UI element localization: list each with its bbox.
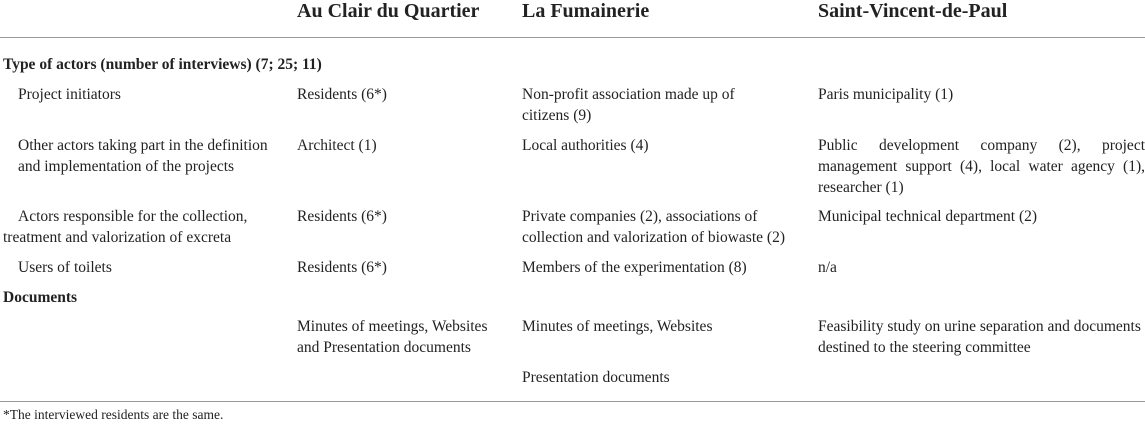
cell-saint-vincent: Paris municipality (1) <box>818 86 954 103</box>
cell-fumainerie: Minutes of meetings, Websites <box>522 318 713 335</box>
row-label: Project initiators <box>18 86 121 103</box>
cell-saint-vincent: n/a <box>818 259 837 276</box>
footer-divider <box>0 401 1145 402</box>
cell-fumainerie: Non-profit association made up of citizens (9) <box>522 86 735 124</box>
footnote: *The interviewed residents are the same. <box>3 407 224 422</box>
section-heading-actors: Type of actors (number of interviews) (7; 25; 11) <box>3 56 322 73</box>
cell-saint-vincent: Municipal technical department (2) <box>818 208 1038 225</box>
cell-saint-vincent: Feasibility study on urine separation and documents destined to the steering committee <box>818 318 1141 356</box>
cell-fumainerie: Private companies (2), associations of collection and valorization of biowaste (2) <box>522 208 785 246</box>
column-header-au-clair: Au Clair du Quartier <box>297 0 480 22</box>
cell-au-clair: Residents (6*) <box>297 259 387 276</box>
column-header-fumainerie: La Fumainerie <box>522 0 650 22</box>
row-label: Users of toilets <box>18 259 112 276</box>
header-divider <box>0 37 1145 38</box>
cell-au-clair: Minutes of meetings, Websites and Presentation documents <box>297 318 488 356</box>
cell-au-clair: Architect (1) <box>297 137 377 154</box>
cell-saint-vincent: Public development company (2), project management support (4), local water agency (1), researcher (1) <box>818 137 1145 196</box>
column-header-saint-vincent: Saint-Vincent-de-Paul <box>818 0 1008 22</box>
cell-au-clair: Residents (6*) <box>297 208 387 225</box>
row-label: Other actors taking part in the definition and implementation of the projects <box>18 137 268 175</box>
cell-fumainerie-2: Presentation documents <box>522 369 670 386</box>
cell-fumainerie: Members of the experimentation (8) <box>522 259 747 276</box>
row-label: Actors responsible for the collection, treatment and valorization of excreta <box>3 208 248 246</box>
section-heading-documents: Documents <box>3 289 78 306</box>
cell-fumainerie: Local authorities (4) <box>522 137 649 154</box>
cell-au-clair: Residents (6*) <box>297 86 387 103</box>
